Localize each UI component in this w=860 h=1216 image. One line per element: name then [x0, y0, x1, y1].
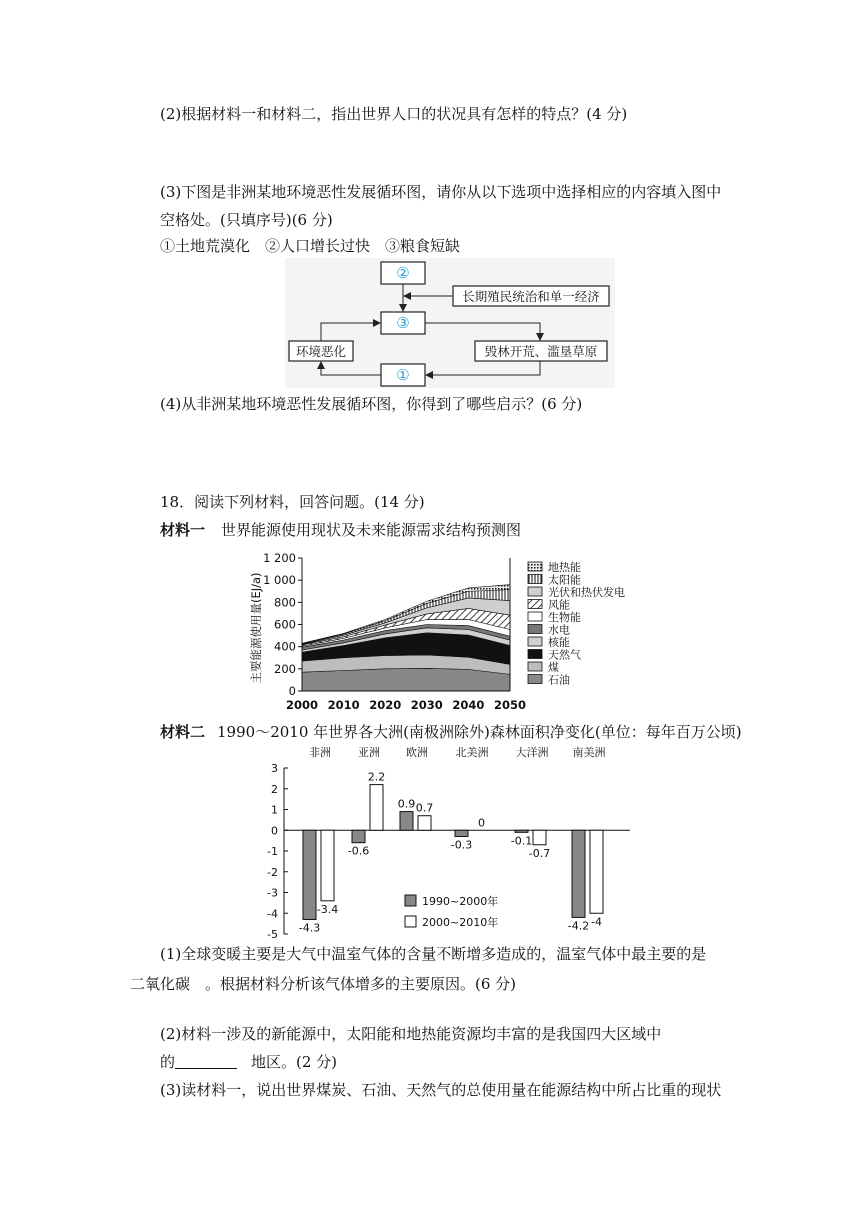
question-18-2-suffix: 地区。(2 分) — [251, 1053, 338, 1071]
area-series-0 — [302, 668, 510, 691]
legend-label: 天然气 — [548, 648, 581, 662]
question-18-3: (3)读材料一，说出世界煤炭、石油、天然气的总使用量在能源结构中所占比重的现状 — [160, 1081, 722, 1099]
cycle-box-left-text: 环境恶化 — [295, 344, 347, 359]
area-ytick-label: 600 — [274, 617, 296, 632]
cycle-box-bottom-text: ① — [396, 366, 410, 384]
legend-swatch — [528, 575, 542, 584]
legend-label: 煤 — [548, 661, 559, 674]
bar-ytick-label: 3 — [271, 762, 278, 775]
bar-data-label: 0 — [478, 816, 485, 830]
legend-swatch — [528, 600, 542, 609]
legend-label: 地热能 — [548, 561, 581, 574]
area-xtick-label: 2000 — [285, 698, 319, 712]
bar-category-label: 北美洲 — [455, 746, 489, 759]
cycle-box-mid-text: ③ — [396, 314, 410, 332]
area-ytick-label: 0 — [288, 684, 296, 698]
area-xtick-label: 2050 — [493, 698, 527, 712]
bar-data-label: -0.7 — [528, 846, 551, 860]
question-3-line2: 空格处。(只填序号)(6 分) — [160, 211, 333, 229]
legend-swatch — [528, 587, 542, 596]
legend-label: 石油 — [548, 673, 570, 687]
legend-label: 风能 — [548, 598, 570, 612]
material-2-heading — [160, 722, 742, 742]
question-3-line1: (3)下图是非洲某地环境恶性发展循环图，请你从以下选项中选择相应的内容填入图中 — [160, 183, 722, 201]
legend-label: 光伏和热伏发电 — [548, 586, 625, 599]
bar-mark — [418, 816, 431, 831]
cycle-box-right-text: 毁林开荒、滥垦草原 — [484, 344, 598, 359]
bar-ytick-label: 1 — [271, 803, 278, 817]
legend-swatch — [528, 562, 542, 571]
bar-legend-swatch — [405, 895, 416, 906]
legend-swatch — [528, 625, 542, 634]
bar-data-label: -0.3 — [450, 838, 473, 852]
bar-mark — [352, 830, 365, 842]
question-4: (4)从非洲某地环境恶性发展循环图，你得到了哪些启示？(6 分) — [160, 395, 583, 413]
bar-mark — [400, 812, 413, 831]
energy-area-chart — [246, 546, 646, 716]
bar-data-label: 2.2 — [367, 770, 386, 784]
bar-mark — [321, 830, 334, 901]
material-2-label: 材料二 — [160, 723, 206, 741]
bar-mark — [533, 830, 546, 845]
area-ytick-label: 1 000 — [263, 573, 296, 588]
bar-ytick-label: -5 — [267, 928, 278, 940]
legend-swatch — [528, 675, 542, 684]
bar-category-label: 亚洲 — [358, 746, 380, 759]
area-ytick-label: 400 — [274, 639, 296, 654]
bar-ytick-label: -1 — [267, 845, 278, 858]
question-18-2-line2 — [160, 1052, 337, 1072]
bar-data-label: -0.6 — [347, 844, 370, 858]
bar-ytick-label: 0 — [271, 824, 278, 838]
bar-mark — [303, 830, 316, 919]
bar-ytick-label: -4 — [267, 907, 278, 921]
bar-category-label: 南美洲 — [572, 746, 606, 759]
bar-data-label: -0.1 — [510, 834, 533, 848]
legend-label: 太阳能 — [548, 573, 581, 587]
question-18-1-line2: 二氧化碳 。根据材料分析该气体增多的主要原因。(6 分) — [130, 975, 517, 993]
area-xtick-label: 2040 — [452, 698, 485, 712]
bar-data-label: 0.7 — [415, 801, 434, 815]
bar-ytick-label: -2 — [267, 865, 278, 879]
area-xtick-label: 2020 — [369, 698, 402, 712]
legend-label: 核能 — [548, 636, 570, 649]
bar-data-label: 0.9 — [397, 797, 416, 811]
bar-data-label: -3.4 — [316, 902, 339, 916]
legend-swatch — [528, 612, 542, 621]
bar-data-label: -4 — [591, 915, 602, 929]
bar-ytick-label: 2 — [271, 782, 278, 796]
bar-category-label: 非洲 — [309, 746, 331, 759]
question-18-2-line1: (2)材料一涉及的新能源中，太阳能和地热能资源均丰富的是我国四大区域中 — [160, 1025, 662, 1043]
question-18-2-prefix: 的 — [160, 1053, 176, 1071]
answer-blank[interactable] — [175, 1053, 237, 1069]
bar-legend-label: 1990~2000年 — [422, 895, 499, 908]
question-18: 18．阅读下列材料，回答问题。(14 分) — [160, 493, 425, 511]
forest-bar-chart — [260, 740, 660, 940]
material-1-heading — [160, 520, 521, 540]
bar-data-label: -4.2 — [567, 919, 590, 933]
legend-swatch — [528, 650, 542, 659]
bar-mark — [590, 830, 603, 913]
area-ytick-label: 800 — [274, 595, 296, 610]
area-ytick-label: 1 200 — [263, 551, 296, 565]
bar-category-label: 欧洲 — [406, 746, 428, 759]
question-18-1-line1: (1)全球变暖主要是大气中温室气体的含量不断增多造成的，温室气体中最主要的是 — [160, 945, 707, 963]
question-3-options: ①土地荒漠化 ②人口增长过快 ③粮食短缺 — [160, 237, 461, 255]
area-ytick-label: 200 — [274, 661, 296, 676]
bar-data-label: -4.3 — [298, 921, 321, 935]
area-ylabel: 主要能源使用量(EJ/a) — [249, 572, 263, 684]
cycle-diagram — [285, 258, 615, 388]
material-2-title: 1990～2010 年世界各大洲(南极洲除外)森林面积净变化(单位：每年百万公顷) — [217, 723, 742, 741]
area-xtick-label: 2010 — [327, 698, 360, 712]
legend-label: 生物能 — [548, 611, 581, 624]
question-2: (2)根据材料一和材料二，指出世界人口的状况具有怎样的特点？(4 分) — [160, 105, 628, 123]
legend-swatch — [528, 637, 542, 646]
legend-swatch — [528, 662, 542, 671]
material-1-title: 世界能源使用现状及未来能源需求结构预测图 — [221, 521, 522, 539]
bar-legend-swatch — [405, 916, 416, 927]
bar-mark — [370, 785, 383, 831]
legend-label: 水电 — [548, 623, 570, 637]
bar-ytick-label: -3 — [267, 886, 278, 900]
area-xtick-label: 2030 — [410, 698, 443, 712]
bar-legend-label: 2000~2010年 — [422, 916, 499, 929]
cycle-box-right-top-text: 长期殖民统治和单一经济 — [462, 289, 600, 304]
bar-mark — [572, 830, 585, 917]
material-1-label: 材料一 — [160, 521, 206, 539]
bar-mark — [515, 830, 528, 832]
bar-category-label: 大洋洲 — [515, 746, 549, 759]
cycle-box-top-text: ② — [396, 264, 410, 282]
bar-mark — [455, 830, 468, 836]
